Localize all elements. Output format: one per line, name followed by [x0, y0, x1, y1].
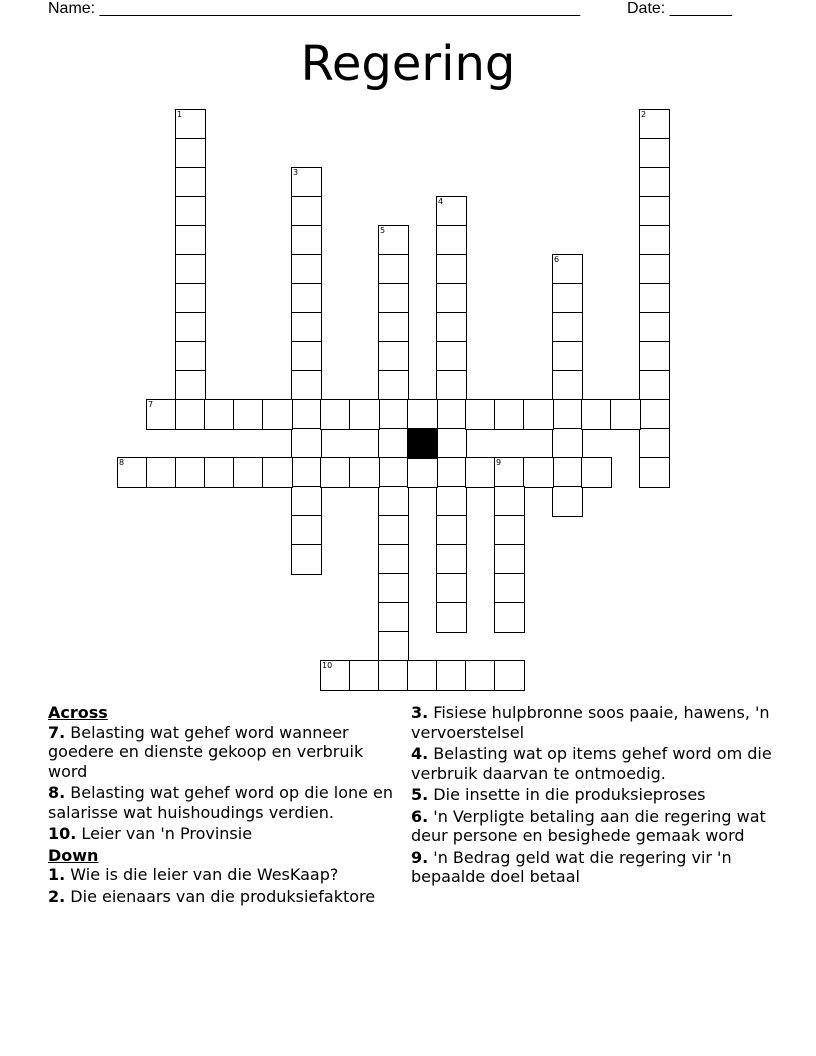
grid-cell-number: 8	[119, 458, 125, 467]
grid-cell-number: 7	[148, 400, 154, 409]
grid-cell[interactable]	[175, 138, 206, 169]
grid-cell[interactable]	[320, 399, 351, 430]
grid-cell[interactable]	[494, 544, 525, 575]
grid-cell[interactable]	[581, 457, 612, 488]
grid-cell[interactable]	[436, 515, 467, 546]
grid-cell-number: 9	[496, 458, 502, 467]
grid-cell[interactable]	[436, 660, 467, 691]
grid-block-cell	[407, 428, 438, 459]
grid-cell[interactable]	[204, 399, 235, 430]
grid-cell[interactable]	[436, 544, 467, 575]
grid-cell[interactable]	[291, 312, 322, 343]
grid-cell[interactable]	[465, 457, 496, 488]
across-heading: Across	[48, 703, 108, 722]
grid-cell[interactable]	[552, 283, 583, 314]
clue-number: 9.	[411, 847, 429, 867]
grid-cell[interactable]	[378, 544, 409, 575]
grid-cell[interactable]	[146, 457, 177, 488]
grid-cell[interactable]	[175, 283, 206, 314]
grid-cell-number: 3	[293, 168, 299, 177]
clue-down-4	[411, 744, 781, 783]
clue-number: 4.	[411, 744, 429, 763]
grid-cell[interactable]	[378, 283, 409, 314]
clue-down-9	[411, 848, 781, 887]
grid-cell[interactable]	[407, 399, 438, 430]
grid-cell[interactable]	[175, 109, 206, 140]
grid-cell[interactable]	[639, 457, 670, 488]
clue-number: 5.	[411, 785, 429, 804]
grid-cell[interactable]	[291, 283, 322, 314]
grid-cell[interactable]	[552, 428, 583, 459]
grid-cell[interactable]	[378, 573, 409, 604]
grid-cell[interactable]	[320, 457, 351, 488]
grid-cell[interactable]	[349, 660, 380, 691]
down-heading: Down	[48, 845, 99, 865]
grid-cell[interactable]	[639, 196, 670, 227]
clue-number: 1.	[48, 865, 66, 884]
grid-cell[interactable]	[494, 486, 525, 517]
grid-cell[interactable]	[494, 515, 525, 546]
grid-cell[interactable]	[436, 254, 467, 285]
grid-cell[interactable]	[552, 341, 583, 372]
grid-cell[interactable]	[320, 660, 351, 691]
grid-cell[interactable]	[378, 602, 409, 633]
puzzle-title: Regering	[300, 36, 516, 92]
grid-cell[interactable]	[581, 399, 612, 430]
grid-cell[interactable]	[639, 138, 670, 169]
grid-cell[interactable]	[436, 283, 467, 314]
grid-cell[interactable]	[233, 457, 264, 488]
grid-cell[interactable]	[639, 167, 670, 198]
clue-number: 2.	[48, 886, 66, 906]
grid-cell[interactable]	[175, 399, 206, 430]
date-field-label: Date: _______	[627, 0, 732, 17]
grid-cell[interactable]	[291, 486, 322, 517]
grid-cell[interactable]	[407, 660, 438, 691]
grid-cell[interactable]	[639, 109, 670, 140]
grid-cell[interactable]	[291, 399, 322, 430]
clue-text: Die insette in die produksieproses	[428, 785, 706, 804]
grid-cell[interactable]	[291, 457, 322, 488]
clue-text: Fisiese hulpbronne soos paaie, hawens, 'n vervoerstelsel	[411, 703, 770, 742]
grid-cell[interactable]	[175, 370, 206, 401]
clue-text: Belasting wat gehef word op die lone en salarisse wat huishoudings verdien.	[48, 783, 394, 822]
grid-cell[interactable]	[378, 515, 409, 546]
grid-cell[interactable]	[262, 399, 293, 430]
grid-cell[interactable]	[639, 312, 670, 343]
grid-cell[interactable]	[610, 399, 641, 430]
grid-cell[interactable]	[436, 225, 467, 256]
grid-cell[interactable]	[117, 457, 148, 488]
grid-cell[interactable]	[378, 341, 409, 372]
clue-text: 'n Verpligte betaling aan die regering wat deur persone en besighede gemaak word	[411, 806, 766, 845]
name-field-label: Name: ______________________________________________________	[48, 0, 581, 17]
grid-cell[interactable]	[291, 341, 322, 372]
grid-cell[interactable]	[465, 660, 496, 691]
grid-cell[interactable]	[204, 457, 235, 488]
grid-cell-number: 1	[177, 110, 183, 119]
clue-down-2	[48, 887, 400, 907]
grid-cell[interactable]	[378, 312, 409, 343]
clue-across-7	[48, 723, 400, 782]
grid-cell-number: 10	[322, 661, 333, 670]
grid-cell[interactable]	[436, 399, 467, 430]
grid-cell[interactable]	[262, 457, 293, 488]
grid-cell[interactable]	[436, 370, 467, 401]
grid-cell[interactable]	[552, 399, 583, 430]
grid-cell[interactable]	[175, 312, 206, 343]
grid-cell[interactable]	[639, 399, 670, 430]
grid-cell[interactable]	[291, 370, 322, 401]
grid-cell[interactable]	[378, 486, 409, 517]
grid-cell-number: 4	[438, 197, 444, 206]
clues-column-left	[48, 703, 400, 908]
grid-cell[interactable]	[175, 254, 206, 285]
grid-cell[interactable]	[291, 515, 322, 546]
grid-cell[interactable]	[291, 225, 322, 256]
clue-text: Die eienaars van die produksiefaktore	[65, 886, 376, 906]
clue-text: 'n Bedrag geld wat die regering vir 'n bepaalde doel betaal	[411, 847, 732, 886]
grid-cell[interactable]	[146, 399, 177, 430]
grid-cell[interactable]	[291, 167, 322, 198]
grid-cell[interactable]	[291, 254, 322, 285]
grid-cell[interactable]	[378, 428, 409, 459]
clue-number: 8.	[48, 783, 66, 802]
grid-cell[interactable]	[436, 457, 467, 488]
clue-down-3	[411, 703, 781, 742]
clue-number: 3.	[411, 703, 429, 722]
grid-cell[interactable]	[639, 225, 670, 256]
grid-cell[interactable]	[552, 457, 583, 488]
clue-down-1	[48, 865, 400, 885]
grid-cell[interactable]	[175, 457, 206, 488]
grid-cell[interactable]	[552, 486, 583, 517]
grid-cell[interactable]	[436, 196, 467, 227]
grid-cell[interactable]	[378, 457, 409, 488]
grid-cell[interactable]	[175, 225, 206, 256]
clue-down-5	[411, 785, 781, 805]
grid-cell[interactable]	[639, 283, 670, 314]
clue-text: Leier van 'n Provinsie	[76, 824, 253, 843]
grid-cell[interactable]	[523, 399, 554, 430]
grid-cell[interactable]	[233, 399, 264, 430]
grid-cell[interactable]	[465, 399, 496, 430]
grid-cell[interactable]	[639, 341, 670, 372]
grid-cell[interactable]	[407, 457, 438, 488]
clue-number: 6.	[411, 806, 429, 826]
grid-cell[interactable]	[291, 196, 322, 227]
grid-cell[interactable]	[639, 254, 670, 285]
grid-cell[interactable]	[494, 573, 525, 604]
grid-cell[interactable]	[378, 399, 409, 430]
grid-cell[interactable]	[436, 486, 467, 517]
grid-cell[interactable]	[436, 602, 467, 633]
grid-cell[interactable]	[523, 457, 554, 488]
grid-cell[interactable]	[494, 602, 525, 633]
grid-cell[interactable]	[378, 370, 409, 401]
grid-cell[interactable]	[291, 428, 322, 459]
grid-cell[interactable]	[494, 399, 525, 430]
grid-cell[interactable]	[436, 428, 467, 459]
clues-column-right	[411, 703, 781, 889]
grid-cell[interactable]	[552, 312, 583, 343]
grid-cell[interactable]	[175, 167, 206, 198]
clue-text: Wie is die leier van die WesKaap?	[65, 865, 339, 884]
grid-cell[interactable]	[175, 341, 206, 372]
grid-cell[interactable]	[436, 341, 467, 372]
grid-cell[interactable]	[378, 254, 409, 285]
clue-text: Belasting wat gehef word wanneer goedere en dienste gekoop en verbruik word	[48, 722, 364, 781]
grid-cell[interactable]	[494, 660, 525, 691]
clue-number: 10.	[48, 824, 77, 843]
clue-number: 7.	[48, 722, 66, 742]
grid-cell[interactable]	[349, 457, 380, 488]
grid-cell[interactable]	[552, 370, 583, 401]
grid-cell[interactable]	[436, 573, 467, 604]
grid-cell[interactable]	[378, 225, 409, 256]
grid-cell[interactable]	[494, 457, 525, 488]
grid-cell[interactable]	[436, 312, 467, 343]
clue-down-6	[411, 807, 781, 846]
grid-cell[interactable]	[552, 254, 583, 285]
grid-cell[interactable]	[291, 544, 322, 575]
grid-cell[interactable]	[378, 631, 409, 662]
clue-across-8	[48, 783, 400, 822]
grid-cell[interactable]	[378, 660, 409, 691]
clue-text: Belasting wat op items gehef word om die verbruik daarvan te ontmoedig.	[411, 744, 772, 783]
grid-cell[interactable]	[175, 196, 206, 227]
grid-cell-number: 5	[380, 226, 386, 235]
grid-cell[interactable]	[349, 399, 380, 430]
grid-cell-number: 6	[554, 255, 560, 264]
grid-cell[interactable]	[639, 370, 670, 401]
grid-cell[interactable]	[639, 428, 670, 459]
clue-across-10	[48, 824, 400, 844]
grid-cell-number: 2	[641, 110, 647, 119]
